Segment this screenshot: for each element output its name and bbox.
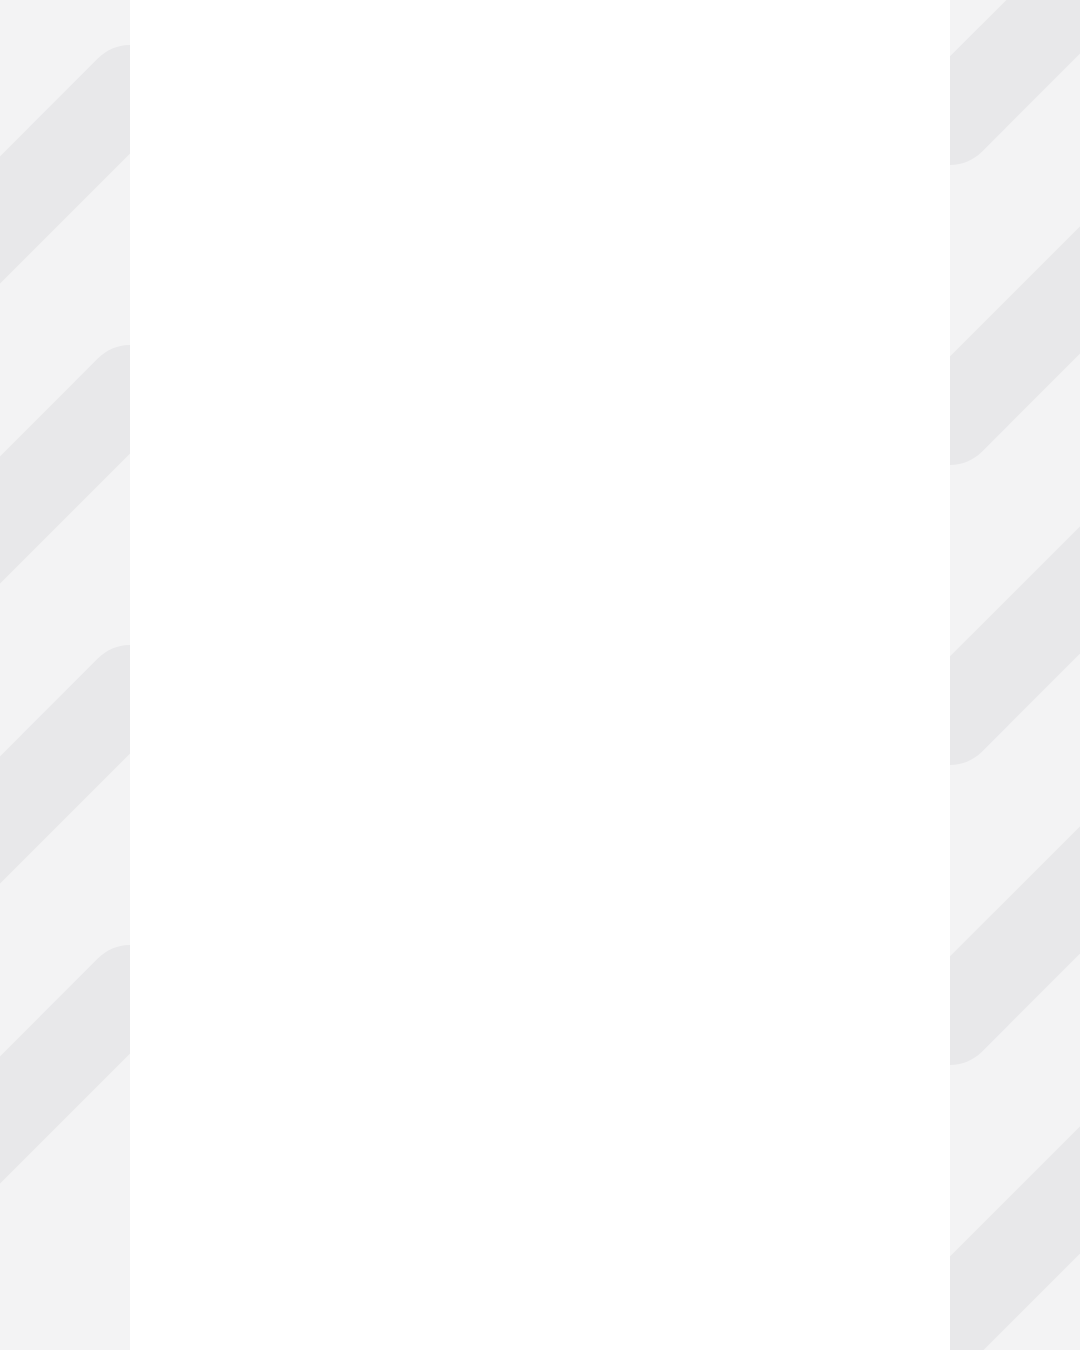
document-sheet [130, 0, 950, 1350]
